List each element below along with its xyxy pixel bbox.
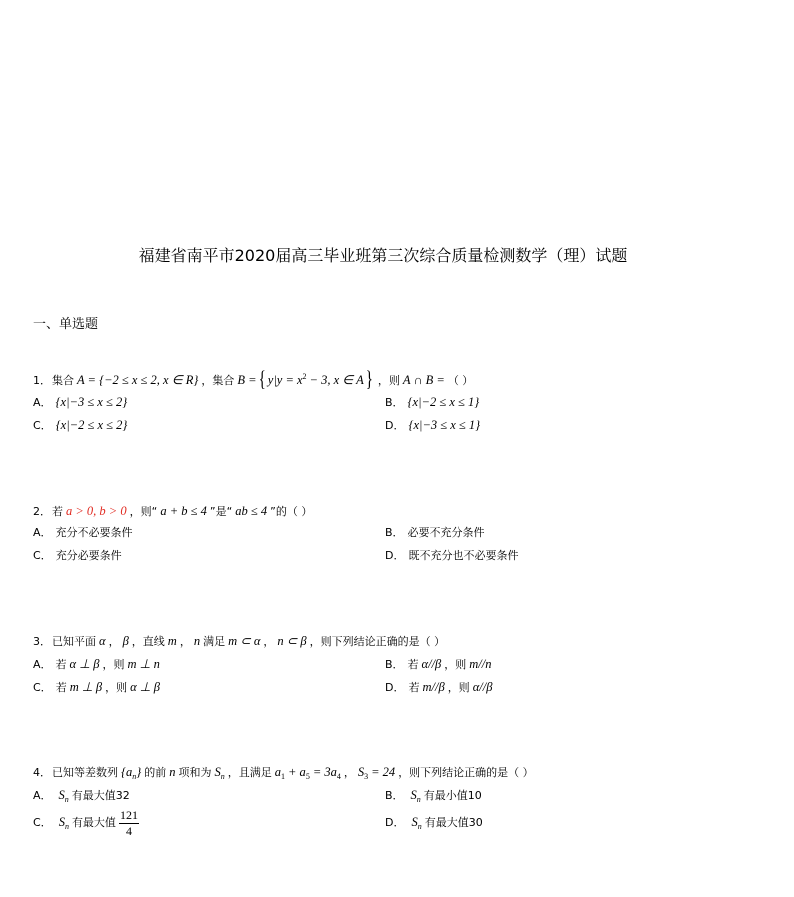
option-math: {x|−2 ≤ x ≤ 1} xyxy=(407,395,480,409)
math-expression: a + b ≤ 4 xyxy=(160,504,207,518)
option-c xyxy=(33,806,139,838)
stem-text: ，则“ xyxy=(129,505,158,518)
question-number: 2． xyxy=(33,505,51,518)
stem-text: 项和为 xyxy=(178,766,212,779)
stem-text: 满足 xyxy=(203,635,226,648)
option-math: {x|−2 ≤ x ≤ 2} xyxy=(55,418,128,432)
stem-text: 已知等差数列 xyxy=(52,766,118,779)
stem-text: ， xyxy=(179,635,191,648)
option-d xyxy=(385,806,483,838)
option-d xyxy=(385,546,518,566)
option-b xyxy=(385,392,479,412)
option-text: 有最大值30 xyxy=(424,816,483,829)
option-label: B． xyxy=(385,658,404,671)
math-expression: α xyxy=(99,634,106,648)
math-expression: A = {−2 ≤ x ≤ 2, x ∈ R} xyxy=(77,373,199,387)
option-label: B． xyxy=(385,396,404,409)
option-text: 有最小值10 xyxy=(423,789,482,802)
stem-text: 集合 xyxy=(52,374,74,387)
right-brace: } xyxy=(365,367,373,392)
option-text: 充分不必要条件 xyxy=(55,526,133,539)
math-expression: ab ≤ 4 xyxy=(235,504,268,518)
option-text: 若 xyxy=(55,658,67,671)
option-text: 既不充分也不必要条件 xyxy=(408,549,519,562)
option-a xyxy=(33,785,130,805)
option-d xyxy=(385,677,495,697)
option-c xyxy=(33,677,163,697)
option-text: ，则 xyxy=(105,681,128,694)
option-text: 充分必要条件 xyxy=(55,549,122,562)
math-expression: β xyxy=(122,634,129,648)
left-brace: { xyxy=(258,367,266,392)
superscript: 2 xyxy=(302,372,307,381)
option-b xyxy=(385,523,485,543)
subscript: n xyxy=(64,822,69,831)
math-expression: A ∩ B = xyxy=(402,373,445,387)
math-expression: α//β xyxy=(421,657,442,671)
math-expression: S xyxy=(214,765,221,779)
option-text: ，则 xyxy=(102,658,125,671)
option-text: 必要不充分条件 xyxy=(407,526,485,539)
math-expression: m ⊂ α xyxy=(228,634,261,648)
math-expression: − 3, x ∈ A xyxy=(309,373,364,387)
option-c xyxy=(33,546,122,566)
question-stem xyxy=(33,762,534,782)
math-expression: n ⊂ β xyxy=(277,634,307,648)
question-number: 4． xyxy=(33,766,51,779)
option-label: C． xyxy=(33,681,52,694)
stem-text: ， xyxy=(343,766,355,779)
subscript: n xyxy=(220,772,225,781)
math-expression: α//β xyxy=(472,680,493,694)
option-text: 有最大值 xyxy=(71,816,116,829)
subscript: n xyxy=(416,795,421,804)
stem-text: ”的（ ） xyxy=(270,505,313,518)
option-label: C． xyxy=(33,419,52,432)
math-expression: S xyxy=(58,788,65,802)
option-a xyxy=(33,654,163,674)
fraction xyxy=(119,809,139,838)
option-label: A． xyxy=(33,526,52,539)
math-expression: n xyxy=(169,765,176,779)
option-text: 若 xyxy=(407,658,419,671)
option-label: D． xyxy=(385,549,405,562)
math-expression: y|y = x xyxy=(267,373,303,387)
option-text: ，则 xyxy=(444,658,467,671)
math-expression: m xyxy=(167,634,177,648)
fraction-denominator: 4 xyxy=(125,824,132,838)
option-label: D． xyxy=(385,419,405,432)
section-heading: 一、单选题 xyxy=(33,317,99,332)
math-expression: S xyxy=(58,815,65,829)
math-expression: a > 0, b > 0 xyxy=(66,504,127,518)
option-label: D． xyxy=(385,816,405,829)
math-expression: S xyxy=(357,765,365,779)
option-text: 有最大值32 xyxy=(71,789,130,802)
subscript: 3 xyxy=(364,772,369,781)
stem-text: ，则下列结论正确的是（ ） xyxy=(398,766,534,779)
option-label: B． xyxy=(385,526,404,539)
math-expression: n xyxy=(193,634,201,648)
option-math: {x|−3 ≤ x ≤ 2} xyxy=(55,395,128,409)
stem-text: 若 xyxy=(52,505,63,518)
stem-text: ”是“ xyxy=(209,505,233,518)
exam-title: 福建省南平市2020届高三毕业班第三次综合质量检测数学（理）试题 xyxy=(138,246,628,265)
subscript: n xyxy=(417,822,422,831)
subscript: 4 xyxy=(336,772,341,781)
option-label: A． xyxy=(33,658,52,671)
math-expression: α ⊥ β xyxy=(69,657,100,671)
answer-blank: （ ） xyxy=(447,374,474,387)
option-a xyxy=(33,523,133,543)
option-math: {x|−3 ≤ x ≤ 1} xyxy=(408,418,481,432)
math-expression: = 3a xyxy=(312,765,337,779)
subscript: n xyxy=(132,772,137,781)
stem-text: ，直线 xyxy=(131,635,165,648)
option-c xyxy=(33,415,127,435)
stem-text: 的前 xyxy=(144,766,167,779)
math-expression: B = xyxy=(237,373,257,387)
math-expression: m//n xyxy=(469,657,492,671)
stem-text: ，则 xyxy=(377,374,400,387)
option-label: B． xyxy=(385,789,404,802)
math-expression: S xyxy=(410,788,417,802)
stem-text: 已知平面 xyxy=(52,635,96,648)
math-expression: + a xyxy=(288,765,306,779)
math-expression: {a xyxy=(121,765,133,779)
option-a xyxy=(33,392,127,412)
option-b xyxy=(385,785,482,805)
math-expression: m//β xyxy=(422,680,445,694)
option-text: 若 xyxy=(408,681,420,694)
option-label: D． xyxy=(385,681,405,694)
math-expression: m ⊥ n xyxy=(127,657,160,671)
stem-text: ，则下列结论正确的是（ ） xyxy=(309,635,446,648)
fraction-numerator: 121 xyxy=(119,808,138,822)
option-text: ，则 xyxy=(447,681,470,694)
option-label: C． xyxy=(33,816,52,829)
question-stem xyxy=(33,631,445,651)
math-expression: S xyxy=(411,815,418,829)
option-label: A． xyxy=(33,396,52,409)
stem-text: ， xyxy=(263,635,275,648)
math-expression: a xyxy=(274,765,281,779)
question-stem xyxy=(33,501,312,521)
subscript: 5 xyxy=(305,772,310,781)
math-expression: = 24 xyxy=(371,765,396,779)
subscript: 1 xyxy=(281,772,285,781)
option-b xyxy=(385,654,495,674)
stem-text: ，集合 xyxy=(201,374,235,387)
option-label: A． xyxy=(33,789,52,802)
math-expression: m ⊥ β xyxy=(69,680,103,694)
question-number: 3． xyxy=(33,635,51,648)
option-text: 若 xyxy=(55,681,67,694)
stem-text: ， xyxy=(108,635,120,648)
math-expression: } xyxy=(136,765,142,779)
question-number: 1． xyxy=(33,374,51,387)
stem-text: ，且满足 xyxy=(227,766,272,779)
question-stem xyxy=(33,367,474,392)
subscript: n xyxy=(64,795,69,804)
math-expression: α ⊥ β xyxy=(130,680,161,694)
option-d xyxy=(385,415,480,435)
option-label: C． xyxy=(33,549,52,562)
